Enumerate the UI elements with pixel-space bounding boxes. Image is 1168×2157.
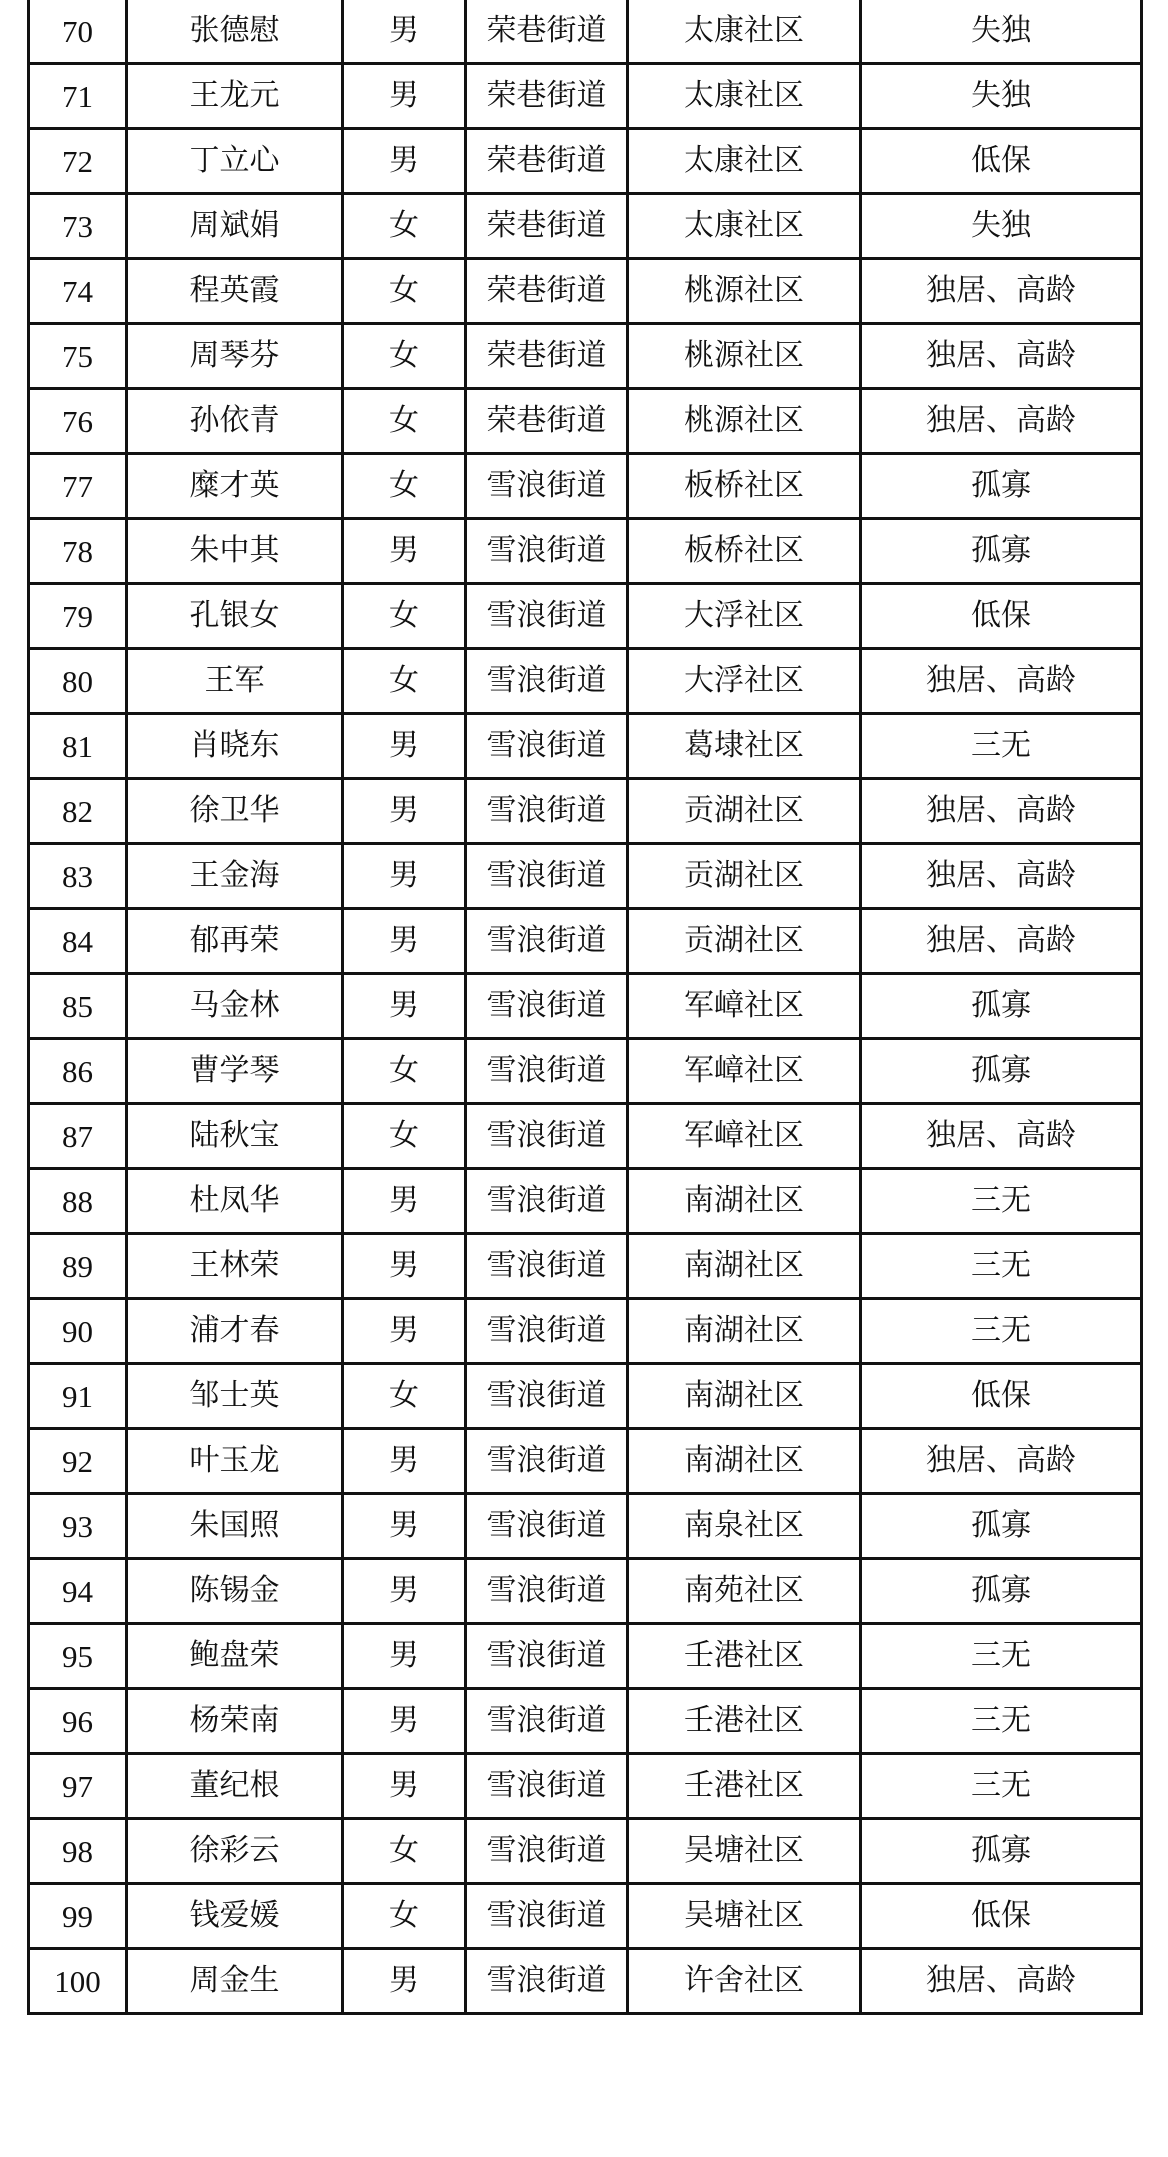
- gender-cell: 男: [343, 1624, 466, 1689]
- row-number-cell: 89: [29, 1234, 127, 1299]
- gender-cell: 女: [343, 454, 466, 519]
- street-cell: 雪浪街道: [466, 909, 628, 974]
- gender-cell: 男: [343, 909, 466, 974]
- row-number-cell: 75: [29, 324, 127, 389]
- row-number-cell: 81: [29, 714, 127, 779]
- gender-cell: 男: [343, 64, 466, 129]
- gender-cell: 女: [343, 1104, 466, 1169]
- row-number-cell: 92: [29, 1429, 127, 1494]
- name-cell: 王林荣: [127, 1234, 343, 1299]
- row-number-cell: 95: [29, 1624, 127, 1689]
- category-cell: 独居、高龄: [861, 1949, 1142, 2014]
- community-cell: 壬港社区: [628, 1754, 861, 1819]
- name-cell: 郁再荣: [127, 909, 343, 974]
- name-cell: 浦才春: [127, 1299, 343, 1364]
- gender-cell: 男: [343, 1299, 466, 1364]
- table-row: [29, 1039, 1142, 1104]
- name-cell: 杨荣南: [127, 1689, 343, 1754]
- table-row: [29, 1169, 1142, 1234]
- community-cell: 军嶂社区: [628, 1039, 861, 1104]
- table-row: [29, 0, 1142, 64]
- street-cell: 雪浪街道: [466, 1429, 628, 1494]
- table-row: [29, 1949, 1142, 2014]
- table-row: [29, 1104, 1142, 1169]
- community-cell: 吴塘社区: [628, 1884, 861, 1949]
- street-cell: 雪浪街道: [466, 974, 628, 1039]
- category-cell: 低保: [861, 1364, 1142, 1429]
- name-cell: 杜凤华: [127, 1169, 343, 1234]
- row-number-cell: 77: [29, 454, 127, 519]
- gender-cell: 女: [343, 1884, 466, 1949]
- gender-cell: 男: [343, 1494, 466, 1559]
- name-cell: 徐卫华: [127, 779, 343, 844]
- street-cell: 雪浪街道: [466, 519, 628, 584]
- name-cell: 钱爱媛: [127, 1884, 343, 1949]
- name-cell: 周金生: [127, 1949, 343, 2014]
- community-cell: 大浮社区: [628, 584, 861, 649]
- name-cell: 陆秋宝: [127, 1104, 343, 1169]
- row-number-cell: 72: [29, 129, 127, 194]
- community-cell: 桃源社区: [628, 259, 861, 324]
- name-cell: 朱中其: [127, 519, 343, 584]
- table-row: [29, 259, 1142, 324]
- table-row: [29, 974, 1142, 1039]
- community-cell: 南湖社区: [628, 1299, 861, 1364]
- name-cell: 马金林: [127, 974, 343, 1039]
- street-cell: 雪浪街道: [466, 1754, 628, 1819]
- street-cell: 雪浪街道: [466, 1039, 628, 1104]
- street-cell: 雪浪街道: [466, 1819, 628, 1884]
- row-number-cell: 73: [29, 194, 127, 259]
- row-number-cell: 88: [29, 1169, 127, 1234]
- name-cell: 叶玉龙: [127, 1429, 343, 1494]
- name-cell: 张德慰: [127, 0, 343, 64]
- row-number-cell: 78: [29, 519, 127, 584]
- category-cell: 独居、高龄: [861, 844, 1142, 909]
- row-number-cell: 96: [29, 1689, 127, 1754]
- gender-cell: 女: [343, 1819, 466, 1884]
- category-cell: 三无: [861, 1299, 1142, 1364]
- street-cell: 荣巷街道: [466, 64, 628, 129]
- community-cell: 贡湖社区: [628, 909, 861, 974]
- category-cell: 失独: [861, 0, 1142, 64]
- gender-cell: 男: [343, 1169, 466, 1234]
- row-number-cell: 82: [29, 779, 127, 844]
- street-cell: 雪浪街道: [466, 584, 628, 649]
- row-number-cell: 90: [29, 1299, 127, 1364]
- row-number-cell: 70: [29, 0, 127, 64]
- row-number-cell: 84: [29, 909, 127, 974]
- table-row: [29, 1689, 1142, 1754]
- community-cell: 太康社区: [628, 64, 861, 129]
- gender-cell: 女: [343, 259, 466, 324]
- street-cell: 雪浪街道: [466, 1169, 628, 1234]
- table-row: [29, 1819, 1142, 1884]
- table-row: [29, 649, 1142, 714]
- table-row: [29, 1364, 1142, 1429]
- row-number-cell: 71: [29, 64, 127, 129]
- category-cell: 三无: [861, 714, 1142, 779]
- gender-cell: 女: [343, 194, 466, 259]
- row-number-cell: 87: [29, 1104, 127, 1169]
- category-cell: 孤寡: [861, 1559, 1142, 1624]
- row-number-cell: 94: [29, 1559, 127, 1624]
- category-cell: 低保: [861, 584, 1142, 649]
- gender-cell: 男: [343, 1234, 466, 1299]
- name-cell: 丁立心: [127, 129, 343, 194]
- table-row: [29, 1299, 1142, 1364]
- row-number-cell: 98: [29, 1819, 127, 1884]
- table-row: [29, 1884, 1142, 1949]
- street-cell: 荣巷街道: [466, 0, 628, 64]
- gender-cell: 女: [343, 389, 466, 454]
- category-cell: 独居、高龄: [861, 1429, 1142, 1494]
- gender-cell: 男: [343, 1559, 466, 1624]
- name-cell: 周琴芬: [127, 324, 343, 389]
- table-row: [29, 519, 1142, 584]
- table-row: [29, 64, 1142, 129]
- street-cell: 雪浪街道: [466, 1364, 628, 1429]
- table-row: [29, 714, 1142, 779]
- community-cell: 南湖社区: [628, 1364, 861, 1429]
- name-cell: 肖晓东: [127, 714, 343, 779]
- community-cell: 南湖社区: [628, 1429, 861, 1494]
- category-cell: 孤寡: [861, 1819, 1142, 1884]
- name-cell: 曹学琴: [127, 1039, 343, 1104]
- table-row: [29, 909, 1142, 974]
- community-cell: 南湖社区: [628, 1234, 861, 1299]
- street-cell: 雪浪街道: [466, 779, 628, 844]
- table-row: [29, 1559, 1142, 1624]
- name-cell: 董纪根: [127, 1754, 343, 1819]
- row-number-cell: 80: [29, 649, 127, 714]
- street-cell: 雪浪街道: [466, 1494, 628, 1559]
- community-cell: 板桥社区: [628, 519, 861, 584]
- table-row: [29, 454, 1142, 519]
- street-cell: 雪浪街道: [466, 844, 628, 909]
- street-cell: 雪浪街道: [466, 1949, 628, 2014]
- gender-cell: 女: [343, 1364, 466, 1429]
- category-cell: 三无: [861, 1754, 1142, 1819]
- community-cell: 许舍社区: [628, 1949, 861, 2014]
- table-row: [29, 844, 1142, 909]
- category-cell: 独居、高龄: [861, 909, 1142, 974]
- gender-cell: 女: [343, 584, 466, 649]
- table-row: [29, 1429, 1142, 1494]
- street-cell: 雪浪街道: [466, 1299, 628, 1364]
- name-cell: 徐彩云: [127, 1819, 343, 1884]
- community-cell: 桃源社区: [628, 324, 861, 389]
- row-number-cell: 79: [29, 584, 127, 649]
- name-cell: 王金海: [127, 844, 343, 909]
- community-cell: 吴塘社区: [628, 1819, 861, 1884]
- category-cell: 三无: [861, 1624, 1142, 1689]
- category-cell: 失独: [861, 194, 1142, 259]
- community-cell: 太康社区: [628, 194, 861, 259]
- document-table-container: [27, 0, 1140, 2015]
- street-cell: 雪浪街道: [466, 1559, 628, 1624]
- category-cell: 三无: [861, 1234, 1142, 1299]
- gender-cell: 男: [343, 1689, 466, 1754]
- street-cell: 雪浪街道: [466, 649, 628, 714]
- table-row: [29, 1494, 1142, 1559]
- category-cell: 孤寡: [861, 454, 1142, 519]
- category-cell: 失独: [861, 64, 1142, 129]
- category-cell: 三无: [861, 1689, 1142, 1754]
- community-cell: 军嶂社区: [628, 1104, 861, 1169]
- community-cell: 南苑社区: [628, 1559, 861, 1624]
- category-cell: 独居、高龄: [861, 259, 1142, 324]
- row-number-cell: 93: [29, 1494, 127, 1559]
- street-cell: 雪浪街道: [466, 1104, 628, 1169]
- gender-cell: 男: [343, 1949, 466, 2014]
- gender-cell: 女: [343, 649, 466, 714]
- community-cell: 太康社区: [628, 129, 861, 194]
- community-cell: 南泉社区: [628, 1494, 861, 1559]
- category-cell: 孤寡: [861, 974, 1142, 1039]
- street-cell: 荣巷街道: [466, 324, 628, 389]
- name-cell: 程英霞: [127, 259, 343, 324]
- table-row: [29, 389, 1142, 454]
- street-cell: 雪浪街道: [466, 1624, 628, 1689]
- gender-cell: 男: [343, 779, 466, 844]
- table-row: [29, 194, 1142, 259]
- table-row: [29, 129, 1142, 194]
- street-cell: 雪浪街道: [466, 454, 628, 519]
- name-cell: 王龙元: [127, 64, 343, 129]
- gender-cell: 男: [343, 974, 466, 1039]
- table-row: [29, 779, 1142, 844]
- name-cell: 陈锡金: [127, 1559, 343, 1624]
- name-cell: 周斌娟: [127, 194, 343, 259]
- community-cell: 壬港社区: [628, 1689, 861, 1754]
- street-cell: 雪浪街道: [466, 1884, 628, 1949]
- gender-cell: 男: [343, 0, 466, 64]
- gender-cell: 女: [343, 1039, 466, 1104]
- name-cell: 王军: [127, 649, 343, 714]
- table-row: [29, 324, 1142, 389]
- gender-cell: 男: [343, 714, 466, 779]
- table-body: [29, 0, 1142, 2014]
- row-number-cell: 85: [29, 974, 127, 1039]
- elderly-roster-table: [27, 0, 1143, 2015]
- category-cell: 三无: [861, 1169, 1142, 1234]
- community-cell: 板桥社区: [628, 454, 861, 519]
- name-cell: 鲍盘荣: [127, 1624, 343, 1689]
- category-cell: 孤寡: [861, 1039, 1142, 1104]
- category-cell: 独居、高龄: [861, 1104, 1142, 1169]
- gender-cell: 男: [343, 1429, 466, 1494]
- row-number-cell: 86: [29, 1039, 127, 1104]
- community-cell: 葛埭社区: [628, 714, 861, 779]
- name-cell: 孔银女: [127, 584, 343, 649]
- community-cell: 桃源社区: [628, 389, 861, 454]
- street-cell: 荣巷街道: [466, 129, 628, 194]
- category-cell: 独居、高龄: [861, 389, 1142, 454]
- street-cell: 荣巷街道: [466, 389, 628, 454]
- gender-cell: 男: [343, 129, 466, 194]
- name-cell: 邹士英: [127, 1364, 343, 1429]
- street-cell: 雪浪街道: [466, 714, 628, 779]
- category-cell: 低保: [861, 1884, 1142, 1949]
- category-cell: 孤寡: [861, 1494, 1142, 1559]
- street-cell: 荣巷街道: [466, 259, 628, 324]
- name-cell: 朱国照: [127, 1494, 343, 1559]
- category-cell: 低保: [861, 129, 1142, 194]
- gender-cell: 男: [343, 844, 466, 909]
- community-cell: 太康社区: [628, 0, 861, 64]
- category-cell: 孤寡: [861, 519, 1142, 584]
- name-cell: 糜才英: [127, 454, 343, 519]
- row-number-cell: 91: [29, 1364, 127, 1429]
- row-number-cell: 99: [29, 1884, 127, 1949]
- street-cell: 荣巷街道: [466, 194, 628, 259]
- table-row: [29, 1624, 1142, 1689]
- row-number-cell: 76: [29, 389, 127, 454]
- gender-cell: 女: [343, 324, 466, 389]
- gender-cell: 男: [343, 1754, 466, 1819]
- table-row: [29, 1234, 1142, 1299]
- row-number-cell: 100: [29, 1949, 127, 2014]
- community-cell: 南湖社区: [628, 1169, 861, 1234]
- row-number-cell: 83: [29, 844, 127, 909]
- street-cell: 雪浪街道: [466, 1234, 628, 1299]
- table-row: [29, 1754, 1142, 1819]
- row-number-cell: 97: [29, 1754, 127, 1819]
- community-cell: 大浮社区: [628, 649, 861, 714]
- community-cell: 军嶂社区: [628, 974, 861, 1039]
- community-cell: 壬港社区: [628, 1624, 861, 1689]
- row-number-cell: 74: [29, 259, 127, 324]
- community-cell: 贡湖社区: [628, 844, 861, 909]
- category-cell: 独居、高龄: [861, 779, 1142, 844]
- name-cell: 孙依青: [127, 389, 343, 454]
- table-row: [29, 584, 1142, 649]
- gender-cell: 男: [343, 519, 466, 584]
- category-cell: 独居、高龄: [861, 324, 1142, 389]
- category-cell: 独居、高龄: [861, 649, 1142, 714]
- community-cell: 贡湖社区: [628, 779, 861, 844]
- street-cell: 雪浪街道: [466, 1689, 628, 1754]
